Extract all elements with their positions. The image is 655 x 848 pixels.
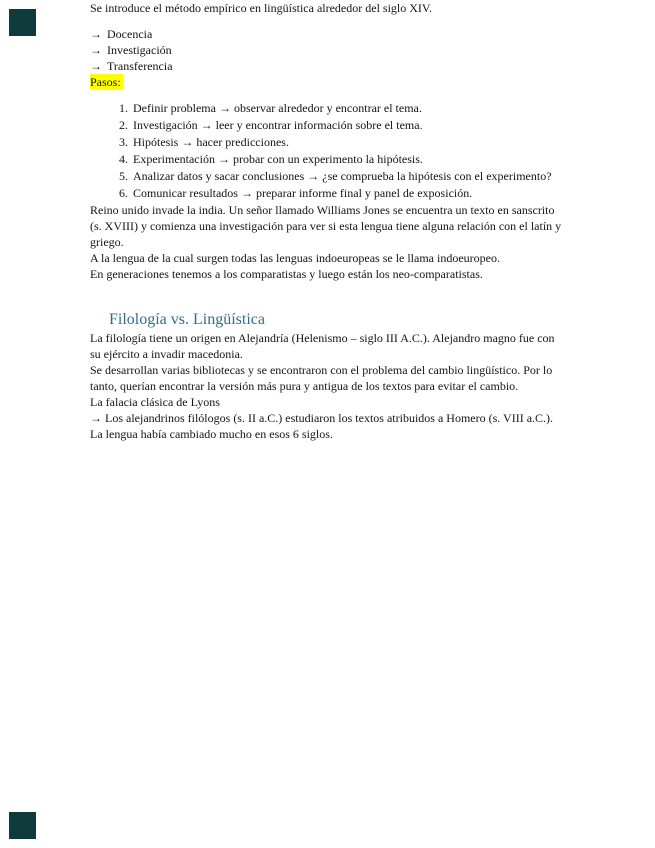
arrow-item-label: Transferencia [107,59,173,73]
paragraph-bibliotecas: Se desarrollan varias bibliotecas y se encontraron con el problema del cambio lingüístico. Por lo tanto, querían encontrar la versión más pura y antigua de los textos para evitar el cambio. [90,363,553,393]
paragraph-filologia-origen: La filología tiene un origen en Alejandría (Helenismo – siglo III A.C.). Alejandro magno fue con su ejército a invadir macedonia. [90,331,555,361]
paragraph-alejandrinos: → Los alejandrinos filólogos (s. II a.C.) estudiaron los textos atribuidos a Homero (s. VIII a.C.). La lengua había cambiado mucho en esos 6 siglos. [90,411,554,441]
step-item-5: 5. Analizar datos y sacar conclusiones → ¿se comprueba la hipótesis con el experimento? [131,168,556,185]
paragraph-intro: Se introduce el método empírico en lingüística alrededor del siglo XIV. [90,1,433,15]
section-heading-filologia-vs-linguistica: Filología vs. Lingüística [109,311,265,328]
paragraph-indoeuropeo: A la lengua de la cual surgen todas las lenguas indoeuropeas se le llama indoeuropeo. [90,251,500,265]
arrow-right-icon: → [90,43,102,57]
arrow-list [90,26,568,74]
arrow-right-icon: → [90,59,102,73]
step-item-1: 1. Definir problema → observar alrededor y encontrar el tema. [131,100,568,117]
paragraph-falacia-lyons: La falacia clásica de Lyons [90,395,220,409]
corner-mark-bottom-left [9,812,36,839]
arrow-item-label: Investigación [107,43,172,57]
pasos-line [90,74,568,90]
arrow-item-docencia [90,26,568,42]
paragraph-comparatistas: En generaciones tenemos a los comparatistas y luego están los neo-comparatistas. [90,267,483,281]
step-item-2: 2. Investigación → leer y encontrar información sobre el tema. [131,117,568,134]
arrow-item-investigacion [90,42,568,58]
document-body [90,0,568,442]
corner-mark-top-left [9,9,36,36]
pasos-highlight: Pasos: [90,75,121,89]
arrow-item-label: Docencia [107,27,153,41]
step-item-6: 6. Comunicar resultados → preparar informe final y panel de exposición. [131,185,568,202]
arrow-item-transferencia [90,58,568,74]
arrow-right-icon: → [90,27,102,41]
step-item-4: 4. Experimentación → probar con un experimento la hipótesis. [131,151,568,168]
step-item-3: 3. Hipótesis → hacer predicciones. [131,134,568,151]
steps-list [90,100,568,202]
paragraph-williams-jones: Reino unido invade la india. Un señor llamado Williams Jones se encuentra un texto en sanscrito (s. XVIII) y comienza una investigación para ver si esta lengua tiene alguna relación con el latín y griego. [90,203,562,249]
